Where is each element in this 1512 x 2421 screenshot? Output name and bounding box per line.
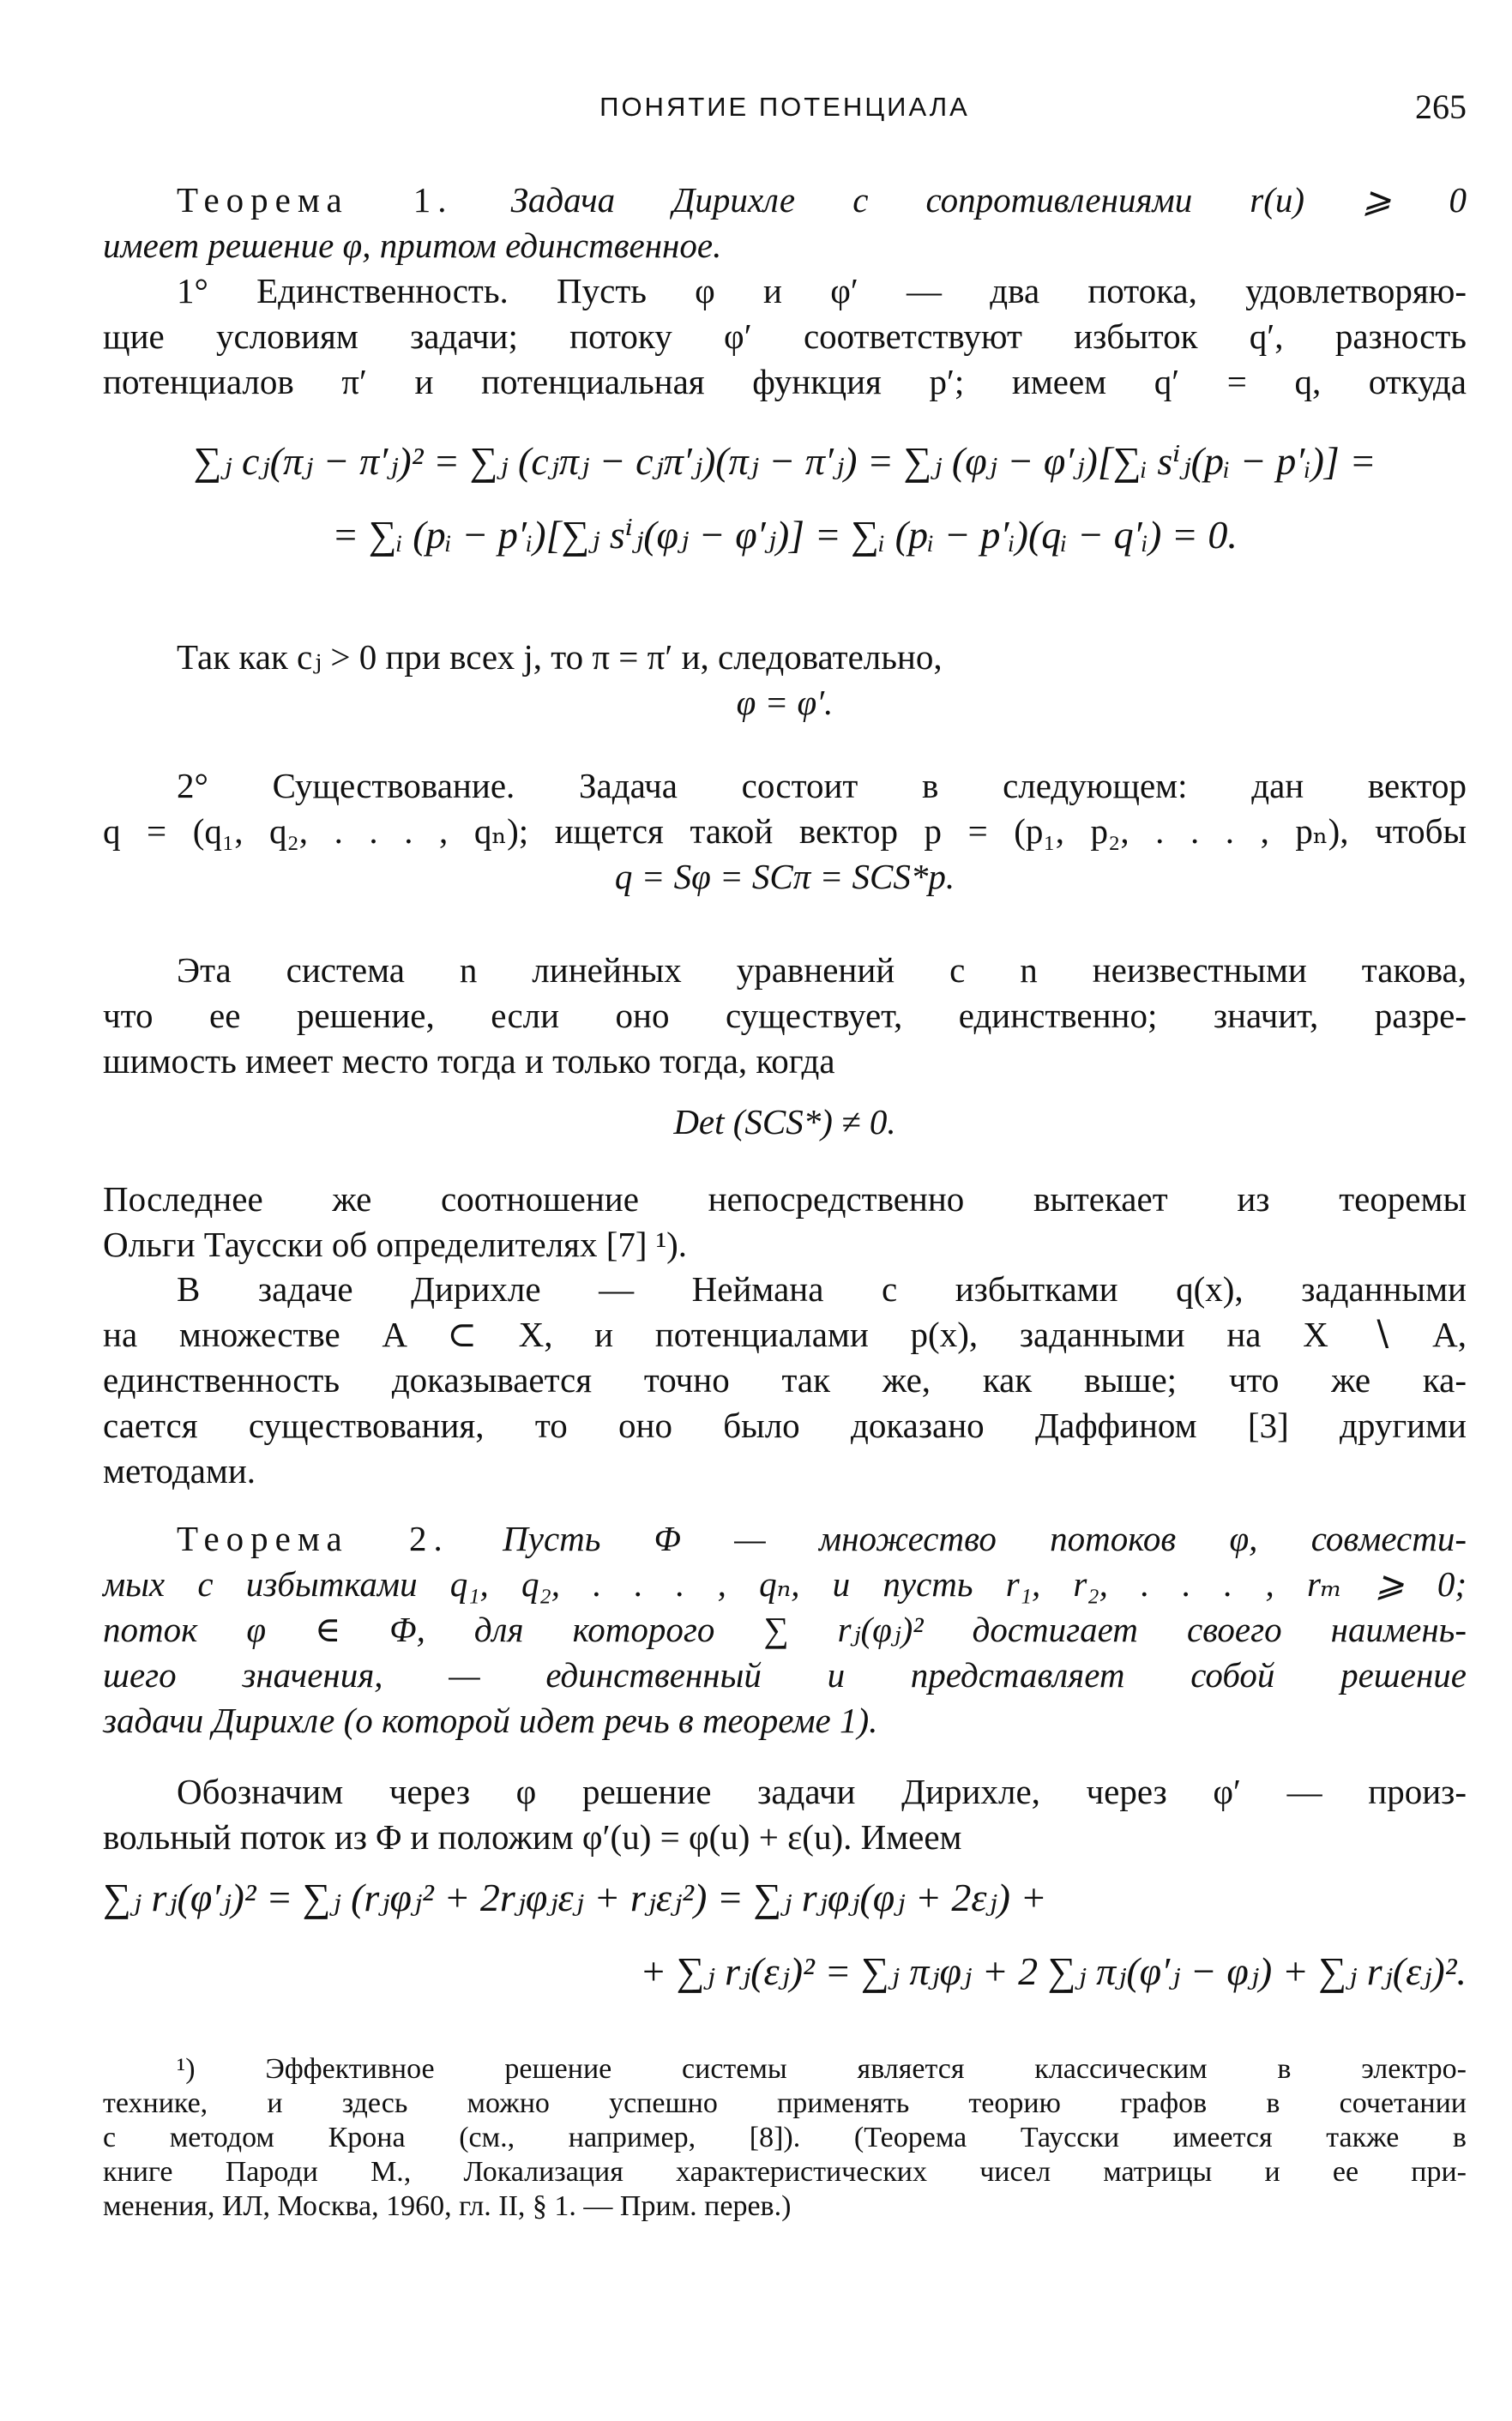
uniqueness-conclusion-line: Так как cⱼ > 0 при всех j, то π = π′ и, следовательно,	[177, 637, 943, 677]
equation-energy-2: + ∑ⱼ rⱼ(εⱼ)² = ∑ⱼ πⱼφⱼ + 2 ∑ⱼ πⱼ(φ′ⱼ − φⱼ) + ∑ⱼ rⱼ(εⱼ)².	[640, 1949, 1467, 1993]
theorem-2-line-1	[103, 1516, 1467, 1562]
footnote-line-2: технике, и здесь можно успешно применять теорию графов в сочетании	[103, 2087, 1467, 2119]
theorem-2-label: Теорема 2.	[177, 1519, 449, 1558]
page-header	[103, 84, 1467, 132]
footnote-line-5: менения, ИЛ, Москва, 1960, гл. II, § 1. — Прим. перев.)	[103, 2190, 792, 2222]
theorem-1	[103, 178, 1467, 268]
theorem-2-line-5: задачи Дирихле (о которой идет речь в теореме 1).	[103, 1701, 878, 1740]
proof-paragraph	[103, 1769, 1467, 1860]
neumann-line-5: методами.	[103, 1451, 256, 1491]
footnote-line-1: ¹) Эффективное решение системы является классическим в электро-	[177, 2053, 1467, 2085]
taussky-paragraph	[103, 1177, 1467, 1268]
footnote-line-3: с методом Крона (см., например, [8]). (Теорема Таусски имеется также в	[103, 2122, 1467, 2153]
uniqueness-equation-block	[103, 425, 1467, 572]
neumann-line-2: на множестве A ⊂ X, и потенциалами p(x), заданными на X ∖ A,	[103, 1315, 1467, 1354]
equation-q-scs: q = Sφ = SCπ = SCS*p.	[614, 857, 955, 896]
proof-equation-block	[103, 1861, 1467, 2008]
linear-system-line-3: шимость имеет место тогда и только тогда, когда	[103, 1041, 835, 1081]
theorem-2-line-3: поток φ ∈ Φ, для которого ∑ rⱼ(φⱼ)² достигает своего наимень-	[103, 1610, 1467, 1649]
uniqueness-line-1: 1° Единственность. Пусть φ и φ′ — два потока, удовлетворяю-	[177, 271, 1467, 310]
linear-system-line-1: Эта система n линейных уравнений с n неизвестными такова,	[177, 950, 1467, 990]
footnote-line-4: книге Пароди М., Локализация характеристических чисел матрицы и ее при-	[103, 2156, 1467, 2188]
existence-line-2: q = (q₁, q₂, . . . , qₙ); ищется такой вектор p = (p₁, p₂, . . . , pₙ), чтобы	[103, 811, 1467, 851]
determinant-equation-block	[103, 1099, 1467, 1145]
taussky-line-1: Последнее же соотношение непосредственно вытекает из теоремы	[103, 1179, 1467, 1219]
footnote	[103, 2052, 1467, 2224]
neumann-line-4: сается существования, то оно было доказано Даффином [3] другими	[103, 1406, 1467, 1445]
uniqueness-paragraph	[103, 268, 1467, 405]
theorem-2-line-4: шего значения, — единственный и представляет собой решение	[103, 1655, 1467, 1695]
proof-line-2: вольный поток из Φ и положим φ′(u) = φ(u) + ε(u). Имеем	[103, 1817, 962, 1857]
theorem-2-text-1: Пусть Φ — множество потоков φ, совмести-	[503, 1519, 1467, 1558]
equation-orthogonality-1: ∑ⱼ cⱼ(πⱼ − π′ⱼ)² = ∑ⱼ (cⱼπⱼ − cⱼπ′ⱼ)(πⱼ − π′ⱼ) = ∑ⱼ (φⱼ − φ′ⱼ)[∑ᵢ sⁱⱼ(pᵢ − p′ᵢ)] =	[193, 439, 1376, 483]
theorem-1-line-1	[103, 178, 1467, 223]
neumann-line-3: единственность доказывается точно так же, как выше; что же ка-	[103, 1360, 1467, 1400]
equation-orthogonality-2: = ∑ᵢ (pᵢ − p′ᵢ)[∑ⱼ sⁱⱼ(φⱼ − φ′ⱼ)] = ∑ᵢ (pᵢ − p′ᵢ)(qᵢ − q′ᵢ) = 0.	[332, 513, 1238, 557]
theorem-1-line-2: имеет решение φ, притом единственное.	[103, 226, 722, 265]
equation-determinant: Det (SCS*) ≠ 0.	[673, 1102, 896, 1141]
equation-energy-1: ∑ⱼ rⱼ(φ′ⱼ)² = ∑ⱼ (rⱼφⱼ² + 2rⱼφⱼεⱼ + rⱼεⱼ²) = ∑ⱼ rⱼφⱼ(φⱼ + 2εⱼ) +	[103, 1876, 1047, 1919]
page-number: 265	[1415, 87, 1467, 126]
dirichlet-neumann-paragraph	[103, 1267, 1467, 1494]
proof-line-1: Обозначим через φ решение задачи Дирихле, через φ′ — произ-	[177, 1772, 1467, 1811]
linear-system-paragraph	[103, 948, 1467, 1084]
theorem-2	[103, 1516, 1467, 1743]
theorem-1-label: Теорема 1.	[177, 180, 454, 220]
existence-paragraph	[103, 763, 1467, 900]
uniqueness-conclusion	[103, 635, 1467, 726]
uniqueness-line-3: потенциалов π′ и потенциальная функция p′; имеем q′ = q, откуда	[103, 362, 1467, 401]
theorem-2-line-2: мых с избытками q₁, q₂, . . . , qₙ, и пусть r₁, r₂, . . . , rₘ ⩾ 0;	[103, 1564, 1467, 1604]
running-title: ПОНЯТИЕ ПОТЕНЦИАЛА	[599, 92, 970, 122]
equation-phi-equal: φ = φ′.	[736, 683, 834, 722]
existence-line-1: 2° Существование. Задача состоит в следующем: дан вектор	[177, 766, 1467, 805]
neumann-line-1: В задаче Дирихле — Неймана с избытками q(x), заданными	[177, 1269, 1467, 1309]
linear-system-line-2: что ее решение, если оно существует, единственно; значит, разре-	[103, 996, 1467, 1035]
theorem-1-text-1: Задача Дирихле с сопротивлениями r(u) ⩾ 0	[510, 180, 1467, 220]
taussky-line-2: Ольги Таусски об определителях [7] ¹).	[103, 1225, 688, 1264]
uniqueness-line-2: щие условиям задачи; потоку φ′ соответствуют избыток q′, разность	[103, 316, 1467, 356]
